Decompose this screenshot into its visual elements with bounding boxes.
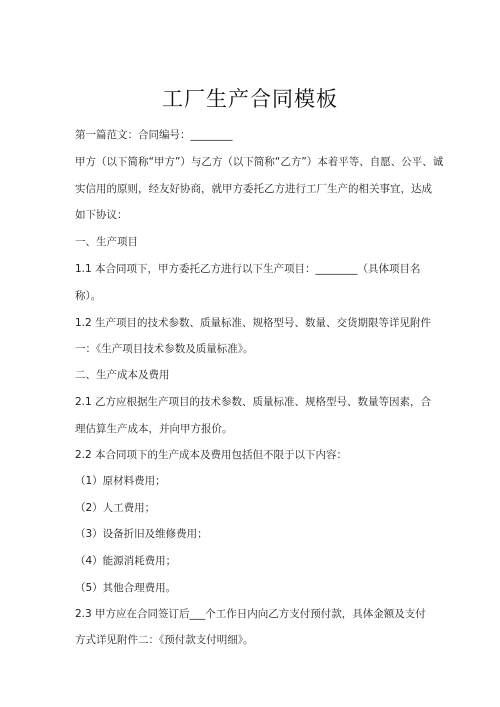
clause-line: 理估算生产成本，并向甲方报价。 <box>75 423 233 435</box>
preamble-line: 实信用的原则，经友好协商，就甲方委托乙方进行工厂生产的相关事宜，达成 <box>75 183 432 195</box>
clause-line: 2.3 甲方应在合同签订后___个工作日内向乙方支付预付款，具体金额及支付 <box>75 608 426 620</box>
section-heading: 二、生产成本及费用 <box>75 369 170 381</box>
list-item: （2）人工费用； <box>75 502 156 514</box>
document-title: 工厂生产合同模板 <box>162 87 338 111</box>
list-item: （5）其他合理费用。 <box>75 582 177 594</box>
clause-line: 方式详见附件二：《预付款支付明细》。 <box>75 634 254 646</box>
clause-line: 1.2 生产项目的技术参数、质量标准、规格型号、数量、交货期限等详见附件 <box>75 317 432 329</box>
clause-line: 2.2 本合同项下的生产成本及费用包括但不限于以下内容： <box>75 449 348 461</box>
section-heading: 一、生产项目 <box>75 236 138 248</box>
preamble-line: 如下协议： <box>75 209 128 221</box>
list-item: （3）设备折旧及维修费用； <box>75 528 208 540</box>
list-item: （1）原材料费用； <box>75 475 166 487</box>
contract-number-line: 第一篇范文：合同编号：________ <box>75 129 233 141</box>
clause-line: 2.1 乙方应根据生产项目的技术参数、质量标准、规格型号、数量等因素，合 <box>75 396 432 408</box>
list-item: （4）能源消耗费用； <box>75 555 177 567</box>
clause-line: 称）。 <box>75 290 102 302</box>
preamble-line: 甲方（以下简称“甲方”）与乙方（以下简称“乙方”）本着平等、自愿、公平、诚 <box>75 156 444 168</box>
clause-line: 1.1 本合同项下，甲方委托乙方进行以下生产项目：________（具体项目名 <box>75 263 421 275</box>
clause-line: 一：《生产项目技术参数及质量标准》。 <box>75 343 254 355</box>
